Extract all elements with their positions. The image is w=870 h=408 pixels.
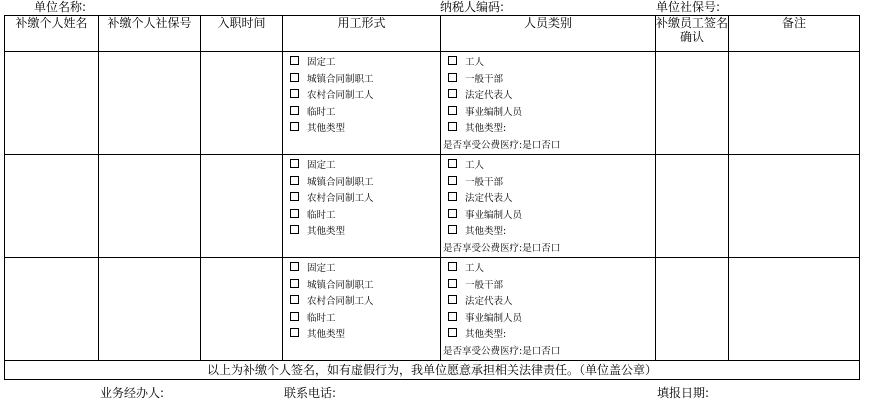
col-employment-form-header: 用工形式 bbox=[283, 16, 441, 52]
personnel-type-cell bbox=[441, 52, 656, 155]
checkbox-option[interactable]: 法定代表人 bbox=[448, 191, 655, 208]
public-medical-question[interactable]: 是否享受公费医疗:是口否口 bbox=[443, 242, 561, 254]
remark-cell[interactable] bbox=[729, 258, 860, 361]
sign-cell[interactable] bbox=[656, 258, 729, 361]
checkbox-icon[interactable] bbox=[290, 56, 299, 65]
name-cell[interactable] bbox=[5, 52, 99, 155]
checkbox-option[interactable]: 固定工 bbox=[290, 55, 440, 72]
public-medical-question[interactable]: 是否享受公费医疗:是口否口 bbox=[443, 345, 561, 357]
name-cell[interactable] bbox=[5, 258, 99, 361]
checkbox-icon[interactable] bbox=[448, 279, 457, 288]
checkbox-icon[interactable] bbox=[448, 192, 457, 201]
column-header-row bbox=[5, 16, 860, 52]
checkbox-icon[interactable] bbox=[290, 262, 299, 271]
remark-cell[interactable] bbox=[729, 52, 860, 155]
employment-form-cell bbox=[283, 52, 441, 155]
checkbox-icon[interactable] bbox=[290, 192, 299, 201]
checkbox-option[interactable]: 临时工 bbox=[290, 208, 440, 225]
unit-name-label: 单位名称: bbox=[34, 0, 87, 14]
checkbox-option[interactable]: 工人 bbox=[448, 261, 655, 278]
checkbox-option[interactable]: 工人 bbox=[448, 158, 655, 175]
checkbox-option[interactable]: 其他类型 bbox=[290, 121, 440, 138]
social-no-cell[interactable] bbox=[99, 258, 201, 361]
col-sign-header: 补缴员工签名确认 bbox=[656, 16, 729, 52]
checkbox-option[interactable]: 城镇合同制职工 bbox=[290, 278, 440, 295]
checkbox-icon[interactable] bbox=[448, 209, 457, 218]
employment-form-cell bbox=[283, 155, 441, 258]
table-row bbox=[5, 52, 860, 155]
unit-social-security-label: 单位社保号: bbox=[656, 0, 721, 14]
checkbox-option[interactable]: 其他类型: bbox=[448, 327, 655, 344]
handler-label: 业务经办人: bbox=[100, 386, 165, 400]
table-row bbox=[5, 258, 860, 361]
public-medical-question[interactable]: 是否享受公费医疗:是口否口 bbox=[443, 139, 561, 151]
checkbox-icon[interactable] bbox=[448, 312, 457, 321]
col-social-no-header: 补缴个人社保号 bbox=[99, 16, 201, 52]
checkbox-icon[interactable] bbox=[290, 122, 299, 131]
checkbox-icon[interactable] bbox=[290, 106, 299, 115]
checkbox-option[interactable]: 城镇合同制职工 bbox=[290, 72, 440, 89]
checkbox-option[interactable]: 法定代表人 bbox=[448, 88, 655, 105]
personnel-type-cell bbox=[441, 258, 656, 361]
declaration-text: 以上为补缴个人签名，如有虚假行为，我单位愿意承担相关法律责任。（单位盖公章） bbox=[5, 361, 860, 380]
col-personnel-type-header: 人员类别 bbox=[441, 16, 656, 52]
checkbox-icon[interactable] bbox=[448, 262, 457, 271]
checkbox-icon[interactable] bbox=[290, 328, 299, 337]
employment-form-cell bbox=[283, 258, 441, 361]
checkbox-icon[interactable] bbox=[290, 295, 299, 304]
checkbox-icon[interactable] bbox=[448, 122, 457, 131]
checkbox-option[interactable]: 农村合同制工人 bbox=[290, 88, 440, 105]
social-no-cell[interactable] bbox=[99, 155, 201, 258]
remark-cell[interactable] bbox=[729, 155, 860, 258]
sign-cell[interactable] bbox=[656, 52, 729, 155]
col-remark-header: 备注 bbox=[729, 16, 860, 52]
checkbox-icon[interactable] bbox=[290, 312, 299, 321]
declaration-row bbox=[5, 361, 860, 380]
checkbox-icon[interactable] bbox=[290, 73, 299, 82]
checkbox-icon[interactable] bbox=[290, 209, 299, 218]
table-row bbox=[5, 155, 860, 258]
checkbox-icon[interactable] bbox=[448, 73, 457, 82]
join-time-cell[interactable] bbox=[201, 155, 283, 258]
checkbox-icon[interactable] bbox=[448, 106, 457, 115]
checkbox-option[interactable]: 一般干部 bbox=[448, 278, 655, 295]
checkbox-icon[interactable] bbox=[448, 159, 457, 168]
checkbox-icon[interactable] bbox=[448, 176, 457, 185]
col-name-header: 补缴个人姓名 bbox=[5, 16, 99, 52]
checkbox-icon[interactable] bbox=[448, 89, 457, 98]
checkbox-icon[interactable] bbox=[448, 295, 457, 304]
checkbox-option[interactable]: 其他类型 bbox=[290, 224, 440, 241]
checkbox-option[interactable]: 事业编制人员 bbox=[448, 208, 655, 225]
checkbox-icon[interactable] bbox=[448, 328, 457, 337]
checkbox-option[interactable]: 法定代表人 bbox=[448, 294, 655, 311]
checkbox-option[interactable]: 城镇合同制职工 bbox=[290, 175, 440, 192]
checkbox-icon[interactable] bbox=[290, 225, 299, 234]
col-join-time-header: 入职时间 bbox=[201, 16, 283, 52]
checkbox-icon[interactable] bbox=[448, 225, 457, 234]
checkbox-option[interactable]: 农村合同制工人 bbox=[290, 294, 440, 311]
checkbox-option[interactable]: 其他类型 bbox=[290, 327, 440, 344]
phone-label: 联系电话: bbox=[284, 386, 337, 400]
checkbox-icon[interactable] bbox=[290, 279, 299, 288]
checkbox-option[interactable]: 其他类型: bbox=[448, 224, 655, 241]
checkbox-option[interactable]: 其他类型: bbox=[448, 121, 655, 138]
checkbox-option[interactable]: 临时工 bbox=[290, 311, 440, 328]
join-time-cell[interactable] bbox=[201, 52, 283, 155]
join-time-cell[interactable] bbox=[201, 258, 283, 361]
sign-cell[interactable] bbox=[656, 155, 729, 258]
checkbox-option[interactable]: 临时工 bbox=[290, 105, 440, 122]
checkbox-icon[interactable] bbox=[448, 56, 457, 65]
checkbox-option[interactable]: 工人 bbox=[448, 55, 655, 72]
checkbox-icon[interactable] bbox=[290, 176, 299, 185]
personnel-type-cell bbox=[441, 155, 656, 258]
name-cell[interactable] bbox=[5, 155, 99, 258]
checkbox-icon[interactable] bbox=[290, 89, 299, 98]
checkbox-option[interactable]: 一般干部 bbox=[448, 72, 655, 89]
checkbox-icon[interactable] bbox=[290, 159, 299, 168]
checkbox-option[interactable]: 一般干部 bbox=[448, 175, 655, 192]
checkbox-option[interactable]: 事业编制人员 bbox=[448, 311, 655, 328]
checkbox-option[interactable]: 固定工 bbox=[290, 261, 440, 278]
checkbox-option[interactable]: 固定工 bbox=[290, 158, 440, 175]
taxpayer-id-label: 纳税人编码: bbox=[440, 0, 505, 14]
checkbox-option[interactable]: 事业编制人员 bbox=[448, 105, 655, 122]
supplementary-payment-form bbox=[4, 15, 860, 380]
social-no-cell[interactable] bbox=[99, 52, 201, 155]
checkbox-option[interactable]: 农村合同制工人 bbox=[290, 191, 440, 208]
fill-date-label: 填报日期: bbox=[657, 386, 710, 400]
